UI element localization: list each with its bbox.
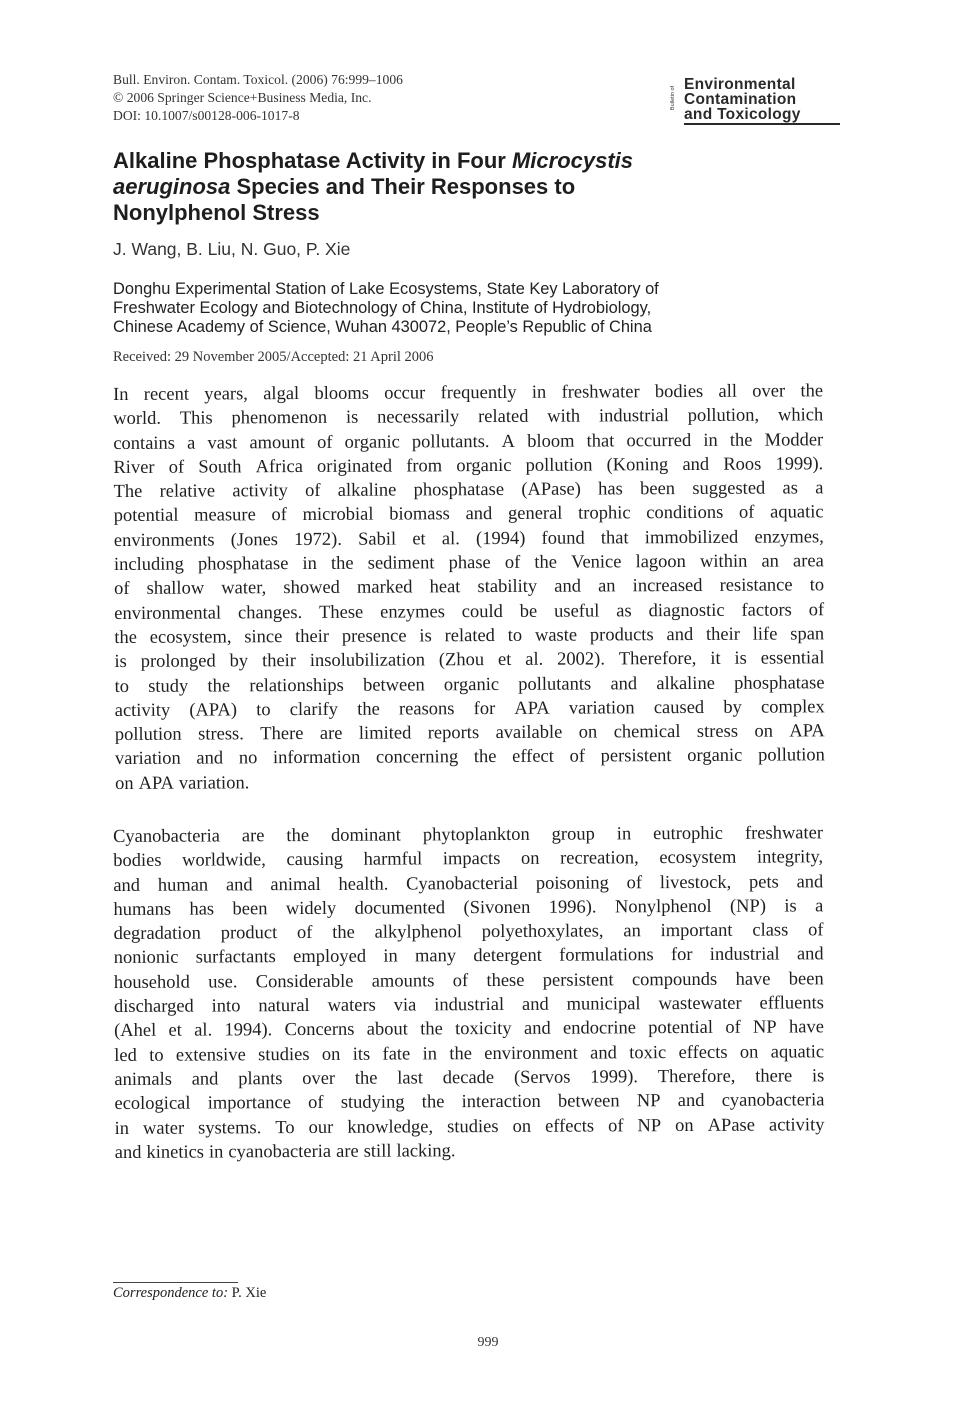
- footnote-label: Correspondence to:: [113, 1285, 229, 1301]
- copyright-line: © 2006 Springer Science+Business Media, Inc.: [113, 90, 372, 105]
- journal-logo-rule: [684, 123, 840, 125]
- footnote-rule: [113, 1282, 238, 1283]
- text-line: on APA variation.: [115, 773, 250, 794]
- text-line: ecological importance of studying the interaction between NP and cyanobacteria: [114, 1090, 825, 1115]
- text-line: the ecosystem, since their presence is related to waste products and their life span: [114, 624, 825, 648]
- text-line: activity (APA) to clarify the reasons for APA variation caused by complex: [114, 697, 825, 721]
- text-line: and human and animal health. Cyanobacterial poisoning of livestock, pets and: [113, 871, 824, 896]
- journal-logo-side-text: Bulletin of: [670, 85, 677, 111]
- author-list: J. Wang, B. Liu, N. Guo, P. Xie: [113, 239, 351, 259]
- journal-logo-line-3: and Toxicology: [684, 106, 801, 123]
- text-line: variation and no information concerning the effect of persistent organic pollution: [114, 745, 825, 770]
- text-line: bodies worldwide, causing harmful impacts on recreation, ecosystem integrity,: [113, 847, 824, 872]
- text-line: potential measure of microbial biomass and general trophic conditions of aquatic: [113, 502, 824, 527]
- text-line: environmental changes. These enzymes could be useful as diagnostic factors of: [114, 599, 825, 624]
- text-line: Cyanobacteria are the dominant phytoplankton group in eutrophic freshwater: [113, 823, 824, 847]
- text-line: world. This phenomenon is necessarily related with industrial pollution, which: [113, 405, 824, 430]
- journal-logo: [670, 76, 840, 125]
- text-line: The relative activity of alkaline phosphatase (APase) has been suggested as a: [113, 478, 824, 503]
- text-line: led to extensive studies on its fate in the environment and toxic effects on aquatic: [114, 1041, 825, 1066]
- text-line: discharged into natural waters via industrial and municipal wastewater effluents: [113, 993, 824, 1018]
- body-paragraph-1: [113, 379, 825, 796]
- text-line: River of South Africa originated from organic pollution (Koning and Roos 1999).: [113, 454, 824, 478]
- body-paragraph-2: [113, 821, 825, 1165]
- citation-line: Bull. Environ. Contam. Toxicol. (2006) 76:999–1006: [113, 72, 403, 87]
- doi-line: DOI: 10.1007/s00128-006-1017-8: [113, 108, 300, 123]
- footnote-name: P. Xie: [228, 1285, 267, 1301]
- text-line: in water systems. To our knowledge, studies on effects of NP on APase activity: [114, 1114, 825, 1139]
- affiliation: Donghu Experimental Station of Lake Ecosystems, State Key Laboratory of Freshwater Ecology and Biotechnology of China, Institute of Hydrobiology, Chinese Academy of Science, Wuhan 430072, People’s Republic of China: [113, 280, 659, 336]
- article-title: Alkaline Phosphatase Activity in Four Microcystis aeruginosa Species and Their Responses to Nonylphenol Stress: [113, 148, 634, 225]
- text-line: pollution stress. There are limited reports available on chemical stress on APA: [114, 721, 825, 746]
- citation-header: [113, 71, 493, 125]
- text-line: and kinetics in cyanobacteria are still lacking.: [114, 1141, 456, 1163]
- title-italic-species: aeruginosa: [113, 174, 231, 199]
- text-line: including phosphatase in the sediment phase of the Venice lagoon within an area: [113, 551, 824, 576]
- text-line: In recent years, algal blooms occur frequently in freshwater bodies all over the: [113, 381, 824, 405]
- text-line: nonionic surfactants employed in many detergent formulations for industrial and: [113, 944, 824, 969]
- text-line: humans has been widely documented (Sivonen 1996). Nonylphenol (NP) is a: [113, 896, 824, 920]
- title-italic-genus: Microcystis: [511, 148, 634, 173]
- text-line: of shallow water, showed marked heat stability and an increased resistance to: [114, 575, 825, 600]
- text-line: contains a vast amount of organic pollutants. A bloom that occurred in the Modder: [113, 429, 824, 454]
- text-line: animals and plants over the last decade (Servos 1999). Therefore, there is: [114, 1066, 825, 1090]
- journal-logo-line-2: Contamination: [684, 91, 797, 108]
- page-number: 999: [477, 1335, 499, 1350]
- text-line: environments (Jones 1972). Sabil et al. (1994) found that immobilized enzymes,: [113, 527, 824, 551]
- journal-logo-line-1: Environmental: [684, 76, 796, 93]
- correspondence-footnote: [113, 1285, 266, 1302]
- text-line: household use. Considerable amounts of these persistent compounds have been: [113, 969, 824, 993]
- received-dates: Received: 29 November 2005/Accepted: 21 April 2006: [113, 349, 434, 365]
- text-line: to study the relationships between organic pollutants and alkaline phosphatase: [114, 672, 825, 697]
- text-line: degradation product of the alkylphenol polyethoxylates, an important class of: [113, 920, 824, 945]
- text-line: is prolonged by their insolubilization (Zhou et al. 2002). Therefore, it is essential: [114, 648, 825, 673]
- text-line: (Ahel et al. 1994). Concerns about the toxicity and endocrine potential of NP have: [114, 1017, 824, 1042]
